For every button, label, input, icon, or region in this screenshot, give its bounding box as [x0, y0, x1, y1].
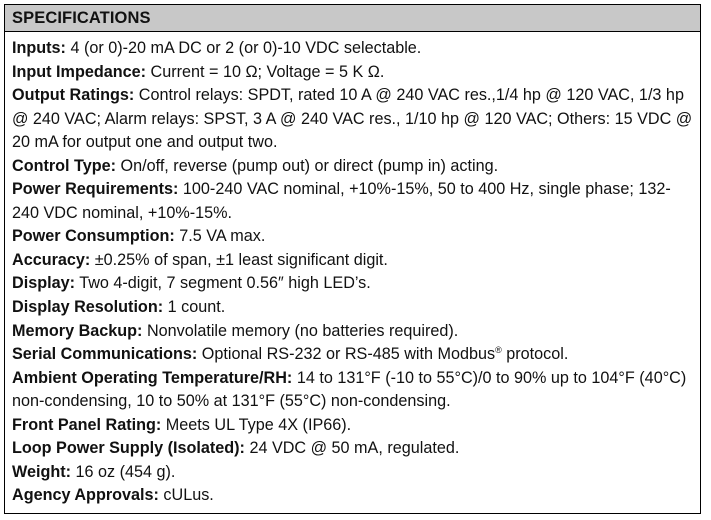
spec-value: cULus.: [163, 486, 214, 505]
spec-display-resolution: [12, 296, 694, 320]
spec-label: Display:: [12, 274, 75, 293]
spec-value: 1 count.: [167, 298, 226, 317]
spec-value: 24 VDC @ 50 mA, regulated.: [249, 439, 460, 458]
spec-value: Two 4-digit, 7 segment 0.56″ high LED’s.: [79, 274, 371, 293]
spec-value: 7.5 VA max.: [179, 227, 266, 246]
spec-input-impedance: [12, 61, 694, 85]
spec-inputs: [12, 37, 694, 61]
spec-output-ratings: [12, 84, 694, 155]
spec-label: Front Panel Rating:: [12, 415, 162, 434]
spec-label: Memory Backup:: [12, 321, 143, 340]
spec-label: Weight:: [12, 462, 72, 481]
spec-label: Control Type:: [12, 156, 117, 175]
spec-loop-power-supply: [12, 437, 694, 461]
spec-value: Optional RS-232 or RS-485 with Modbus: [201, 345, 496, 364]
spec-accuracy: [12, 249, 694, 273]
specifications-body: [5, 32, 700, 508]
spec-value: Nonvolatile memory (no batteries required).: [146, 321, 459, 340]
spec-value: On/off, reverse (pump out) or direct (pump in) acting.: [120, 156, 499, 175]
spec-display: [12, 272, 694, 296]
spec-value: Current = 10 Ω; Voltage = 5 K Ω.: [150, 62, 385, 81]
spec-agency-approvals: [12, 484, 694, 508]
spec-memory-backup: [12, 320, 694, 344]
specifications-table: [4, 4, 701, 514]
spec-value: 4 (or 0)-20 mA DC or 2 (or 0)-10 VDC selectable.: [70, 39, 422, 57]
specifications-header: SPECIFICATIONS: [5, 5, 700, 32]
spec-label: Ambient Operating Temperature/RH:: [12, 368, 293, 387]
spec-label: Output Ratings:: [12, 86, 135, 105]
spec-ambient-temperature: [12, 367, 694, 414]
spec-front-panel-rating: [12, 414, 694, 438]
spec-label: Display Resolution:: [12, 298, 164, 317]
spec-value: 14 to 131°F (-10 to 55°C)/0 to 90% up to 104°F (40°C) non-condensing, 10 to 50% at 131°F (55°C) non-condensing.: [12, 368, 687, 411]
spec-power-requirements: [12, 178, 694, 225]
registered-mark: ®: [495, 345, 502, 356]
spec-value-suffix: protocol.: [501, 345, 569, 364]
spec-value: Meets UL Type 4X (IP66).: [165, 415, 352, 434]
spec-weight: [12, 461, 694, 485]
spec-label: Agency Approvals:: [12, 486, 159, 505]
spec-label: Accuracy:: [12, 250, 91, 269]
spec-control-type: [12, 155, 694, 179]
spec-label: Loop Power Supply (Isolated):: [12, 439, 245, 458]
spec-value: Control relays: SPDT, rated 10 A @ 240 VAC res.,1/4 hp @ 120 VAC, 1/3 hp @ 240 VAC; Alarm relays: SPST, 3 A @ 240 VAC res., 1/10 hp @ 120 VAC; Others: 15 VDC @ 20 mA for output one and output two.: [12, 86, 693, 152]
spec-label: Power Requirements:: [12, 180, 179, 199]
spec-label: Serial Communications:: [12, 345, 198, 364]
spec-power-consumption: [12, 225, 694, 249]
spec-value: ±0.25% of span, ±1 least significant digit.: [94, 250, 388, 269]
spec-label: Input Impedance:: [12, 62, 147, 81]
spec-label: Inputs:: [12, 39, 66, 57]
spec-serial-communications: [12, 343, 694, 367]
spec-label: Power Consumption:: [12, 227, 175, 246]
spec-value: 16 oz (454 g).: [75, 462, 176, 481]
spec-value: 100-240 VAC nominal, +10%-15%, 50 to 400 Hz, single phase; 132-240 VDC nominal, +10%-15%.: [12, 180, 671, 222]
